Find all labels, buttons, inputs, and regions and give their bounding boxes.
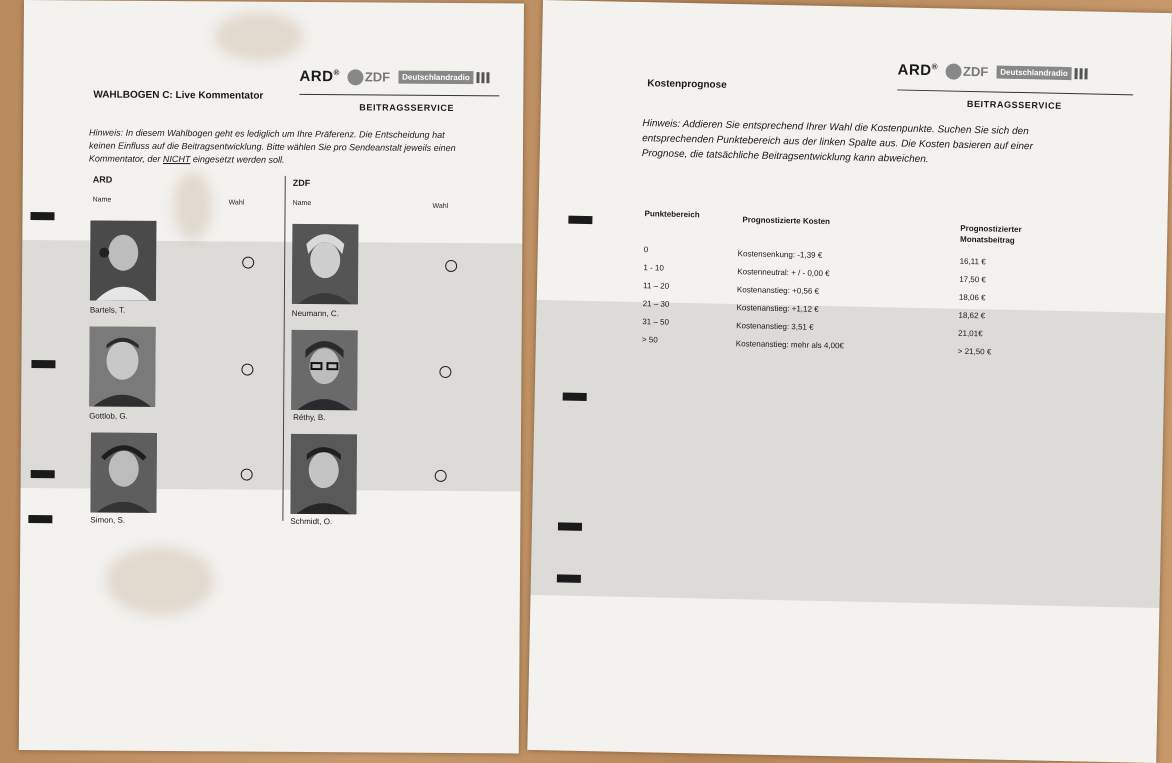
monthly-fee-cell: 21,01€ bbox=[958, 328, 983, 339]
registration-mark bbox=[30, 212, 54, 220]
registration-mark bbox=[31, 360, 55, 368]
header-rule bbox=[897, 89, 1133, 95]
monthly-fee-header: Prognostizierter Monatsbeitrag bbox=[959, 223, 1022, 245]
zdf-circle-icon bbox=[946, 63, 962, 79]
registration-mark bbox=[28, 515, 52, 523]
ard-choice-label: Wahl bbox=[228, 199, 245, 207]
header-rule bbox=[299, 94, 499, 96]
ard-logo: ARD® bbox=[299, 67, 340, 86]
candidate-name: Schmidt, O. bbox=[290, 516, 333, 527]
ard-name-label: Name bbox=[92, 196, 112, 204]
broadcaster-logos bbox=[299, 68, 489, 86]
stain bbox=[172, 171, 212, 241]
candidate-name: Neumann, C. bbox=[291, 308, 339, 319]
points-range-header: Punktebereich bbox=[644, 209, 700, 220]
registration-mark bbox=[568, 216, 592, 225]
monthly-fee-cell: 17,50 € bbox=[959, 274, 987, 285]
candidate-photo bbox=[291, 330, 358, 410]
candidate-photo bbox=[292, 224, 359, 304]
zdf-logo: ZDF bbox=[946, 63, 989, 80]
registration-mark bbox=[563, 393, 587, 402]
candidate-name: Réthy, B. bbox=[293, 412, 326, 423]
candidate-photo bbox=[290, 434, 357, 514]
forecast-cost-header: Prognostizierte Kosten bbox=[742, 215, 831, 227]
candidate-photo bbox=[90, 220, 157, 300]
cost-cell: Kostenanstieg: 3,51 € bbox=[736, 321, 814, 332]
deutschlandradio-logo: Deutschlandradio bbox=[398, 71, 490, 85]
points-range-cell: 11 – 20 bbox=[642, 281, 670, 291]
points-range-cell: > 50 bbox=[641, 335, 658, 345]
choice-radio[interactable] bbox=[241, 364, 253, 376]
choice-radio[interactable] bbox=[241, 469, 253, 481]
zdf-circle-icon bbox=[348, 69, 364, 85]
form-title: Kostenprognose bbox=[647, 78, 727, 91]
beitragsservice-label: BEITRAGSSERVICE bbox=[966, 98, 1062, 111]
cost-cell: Kostenanstieg: +0,56 € bbox=[736, 285, 820, 296]
cost-cell: Kostensenkung: -1,39 € bbox=[737, 249, 823, 260]
cost-forecast-sheet bbox=[527, 0, 1172, 763]
points-range-cell: 0 bbox=[643, 245, 649, 255]
beitragsservice-label: BEITRAGSSERVICE bbox=[359, 102, 455, 114]
candidate-name: Bartels, T. bbox=[89, 305, 126, 315]
choice-radio[interactable] bbox=[445, 260, 457, 272]
points-range-cell: 31 – 50 bbox=[642, 317, 670, 327]
cost-cell: Kostenneutral: + / - 0,00 € bbox=[737, 267, 830, 279]
instructions: Hinweis: In diesem Wahlbogen geht es lediglich um Ihre Präferenz. Die Entscheidung hat keinen Einfluss auf die Beitragsentwicklung. Bitte wählen Sie pro Sendeanstalt jeweils einen Kommentator, der NICHT eingesetzt werden soll. bbox=[88, 127, 456, 165]
choice-radio[interactable] bbox=[242, 257, 254, 269]
form-title: WAHLBOGEN C: Live Kommentator bbox=[93, 89, 264, 102]
zdf-column-heading: ZDF bbox=[292, 177, 311, 189]
broadcaster-logos bbox=[897, 61, 1088, 82]
zdf-name-label: Name bbox=[292, 199, 312, 208]
cost-cell: Kostenanstieg: mehr als 4,00€ bbox=[735, 339, 844, 351]
registration-mark bbox=[557, 574, 581, 583]
stain bbox=[214, 11, 304, 62]
candidate-photo bbox=[90, 432, 157, 512]
fold-shadow bbox=[531, 300, 1166, 608]
stain bbox=[105, 546, 215, 617]
monthly-fee-cell: 16,11 € bbox=[959, 256, 986, 267]
cost-cell: Kostenanstieg: +1,12 € bbox=[736, 303, 819, 314]
candidate-name: Gottlob, G. bbox=[89, 411, 128, 421]
ard-logo: ARD® bbox=[897, 61, 939, 80]
monthly-fee-cell: > 21,50 € bbox=[957, 346, 992, 357]
monthly-fee-cell: 18,06 € bbox=[958, 292, 986, 303]
candidate-photo bbox=[89, 326, 156, 406]
choice-radio[interactable] bbox=[435, 470, 447, 482]
registration-mark bbox=[558, 522, 582, 531]
points-range-cell: 21 – 30 bbox=[642, 299, 670, 309]
points-range-cell: 1 - 10 bbox=[643, 263, 664, 273]
candidate-name: Simon, S. bbox=[90, 515, 126, 525]
monthly-fee-cell: 18,62 € bbox=[958, 310, 986, 321]
ballot-sheet bbox=[19, 0, 524, 753]
zdf-logo: ZDF bbox=[348, 69, 390, 85]
zdf-choice-label: Wahl bbox=[432, 202, 449, 210]
registration-mark bbox=[31, 470, 55, 478]
choice-radio[interactable] bbox=[439, 366, 451, 378]
ard-column-heading: ARD bbox=[92, 174, 113, 185]
deutschlandradio-logo: Deutschlandradio bbox=[996, 66, 1088, 81]
instructions: Hinweis: Addieren Sie entsprechend Ihrer Wahl die Kostenpunkte. Suchen Sie sich den entsprechenden Punktebereich aus der linken Spalte aus. Die Kosten basieren auf einer Prognose, die tatsächliche Beitragsentwicklung kann abweichen. bbox=[641, 118, 1033, 166]
